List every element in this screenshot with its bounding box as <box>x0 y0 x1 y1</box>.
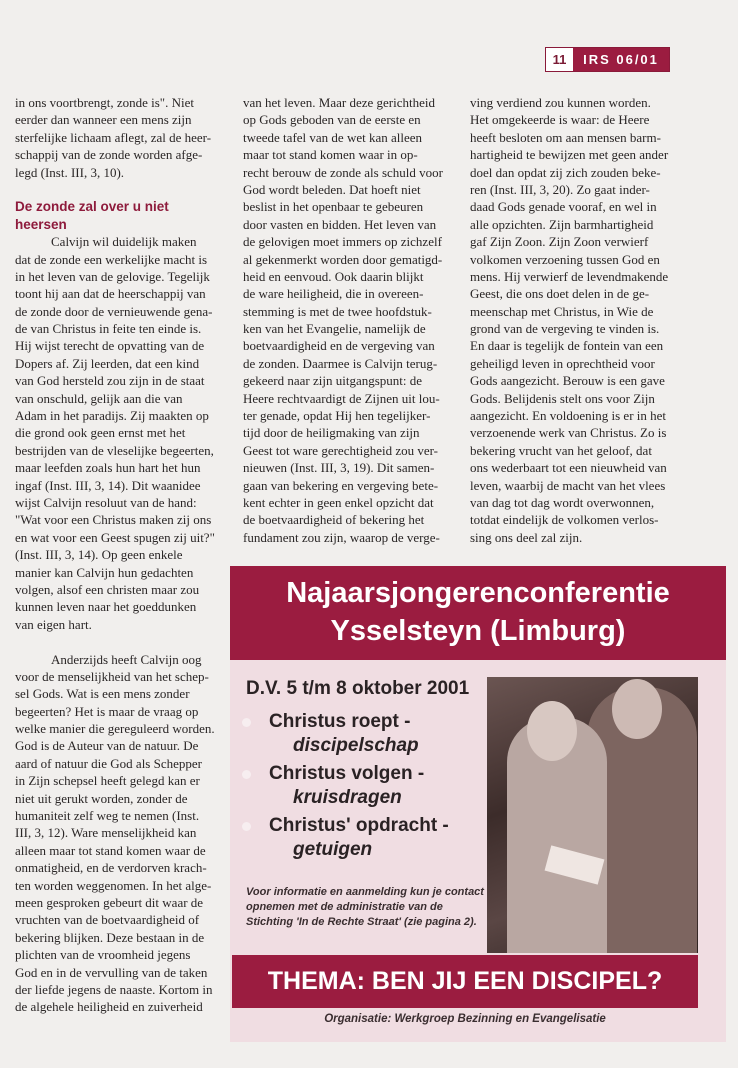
text-line: plichten van de vroomheid jegens <box>15 947 191 963</box>
text-line: alle opzichten. Zijn barmhartigheid <box>470 216 654 232</box>
section-heading: heersen <box>15 216 67 232</box>
text-line: schappij van de zonde worden afge- <box>15 147 203 163</box>
text-line: maar tot stand komen waar in op- <box>243 147 418 163</box>
text-line: grond van de vergeving te vinden is. <box>470 321 660 337</box>
text-line: manier kan Calvijn hun gedachten <box>15 564 194 580</box>
text-line: tweede tafel van de wet kan alleen <box>243 129 423 145</box>
text-line: Geest, die ons doet delen in de ge- <box>470 286 650 302</box>
text-line: God wordt beleden. Dat hoeft niet <box>243 181 421 197</box>
text-line: die grond ook geen ernst met het <box>15 425 186 441</box>
text-line: kent echter in geen enkel opzicht dat <box>243 494 434 510</box>
text-line: Geest tot ware gerechtigheid zou ver- <box>243 442 439 458</box>
bullet-icon <box>242 822 251 831</box>
text-line: God en in de vervulling van de taken <box>15 964 208 980</box>
page-number: 11 <box>546 48 573 71</box>
text-line: recht berouw de zonde als schuld voor <box>243 164 443 180</box>
text-line: van God hersteld zou zijn in de staat <box>15 373 205 389</box>
text-column-2 <box>243 94 443 546</box>
page-issue-tag <box>545 47 670 72</box>
text-line: geheiligd leven in oprechtheid voor <box>470 355 655 371</box>
text-line: Gods. Belijdenis stelt ons voor Zijn <box>470 390 655 406</box>
bullet-icon <box>242 718 251 727</box>
section-heading: De zonde zal over u niet <box>15 199 169 215</box>
text-line: eerder dan wanneer een mens zijn <box>15 112 192 128</box>
text-line: aard of natuur die God als Schepper <box>15 755 202 771</box>
ad-date: D.V. 5 t/m 8 oktober 2001 <box>246 678 470 699</box>
text-line: ken van het Evangelie, namelijk de <box>243 321 426 337</box>
text-line: stemming is met de twee hoofdstuk- <box>243 303 432 319</box>
text-line: Adam in het paradijs. Zij maakten op <box>15 408 209 424</box>
ad-location: Ysselsteyn (Limburg) <box>330 615 626 647</box>
text-line: beslist in het openbaar te gebeuren <box>243 199 424 215</box>
text-line: de van Christus in feite ten einde is. <box>15 321 202 337</box>
text-line: de zonden. Daarmee is Calvijn terug- <box>243 355 438 371</box>
text-line: meenschap met Christus, in Wie de <box>470 303 654 319</box>
text-line: de gelovigen moet immers op zichzelf <box>243 234 442 250</box>
text-line: in ons voortbrengt, zonde is". Niet <box>15 95 194 110</box>
text-line: Gods aangezicht. Berouw is een gave <box>470 373 665 389</box>
text-line: van eigen hart. <box>15 616 92 632</box>
paragraph-gap <box>15 633 215 650</box>
ad-contact-info: Voor informatie en aanmelding kun je contact opnemen met de administratie van de Stichting 'In de Rechte Straat' (zie pagina 2). <box>246 886 484 928</box>
ad-topic-list <box>242 710 449 866</box>
photo-two-young-men-reading-bible <box>487 677 698 953</box>
text-line: hartigheid te bewijzen met geen ander <box>470 147 669 163</box>
text-line: van het leven. Maar deze gerichtheid <box>243 95 436 110</box>
text-line: fundament zou zijn, waarop de verge- <box>243 529 440 545</box>
text-line: en wat voor een Geest spugen zij uit?" <box>15 529 215 545</box>
text-column-1 <box>15 94 215 1016</box>
text-line: in Zijn schepsel heeft gelegd kan er <box>15 773 200 789</box>
text-line: kunnen leven naar het goeddunken <box>15 599 197 615</box>
text-line: bestrijden van de vleselijke begeerten, <box>15 442 214 458</box>
text-line: de zonde door de vernieuwende gena- <box>15 303 213 319</box>
text-line: door vasten en bidden. Het leven van <box>243 216 437 232</box>
text-line: ter genade, opdat Hij hen tegelijker- <box>243 408 431 424</box>
text-line: van onschuld, gelijk aan die van <box>15 390 183 406</box>
text-line: de boetvaardigheid of bekering het <box>243 512 425 528</box>
text-line: bekering blijken. Deze bestaan in de <box>15 929 205 945</box>
text-line: nieuwen (Inst. III, 3, 19). Dit samen- <box>243 460 435 476</box>
text-line: heid en eenvoud. Ook daarin blijkt <box>243 268 424 284</box>
text-line: (Inst. III, 3, 14). Op geen enkele <box>15 547 183 563</box>
paragraph-gap <box>15 181 215 198</box>
text-line: Calvijn wil duidelijk maken <box>51 234 197 250</box>
text-line: van dag tot dag wordt overwonnen, <box>470 494 655 510</box>
text-line: doel dan opdat zij zich zouden beke- <box>470 164 661 180</box>
text-line: En daar is tegelijk de fontein van een <box>470 338 664 354</box>
text-line: wijst Calvijn resoluut van de hand: <box>15 494 197 510</box>
ad-theme-banner: THEMA: BEN JIJ EEN DISCIPEL? <box>232 955 698 1008</box>
text-line: totdat eindelijk de volkomen verlos- <box>470 512 659 528</box>
text-line: maar leefden zoals hun hart het hun <box>15 460 201 476</box>
ad-organisation: Organisatie: Werkgroep Bezinning en Evangelisatie <box>324 1013 606 1025</box>
text-line: bekering vrucht van het geloof, dat <box>470 442 652 458</box>
text-line: verzoenende werk van Christus. Zo is <box>470 425 667 441</box>
text-line: in het leven van de gelovige. Tegelijk <box>15 268 210 284</box>
text-line: leven, waarbij de macht van het vlees <box>470 477 666 493</box>
text-line: de algehele heiligheid en zuiverheid <box>15 999 203 1015</box>
ad-topic: Christus' opdracht - getuigen <box>242 814 449 862</box>
text-line: volkomen verzoening tussen God en <box>470 251 660 267</box>
text-line: legd (Inst. III, 3, 10). <box>15 164 125 180</box>
bullet-icon <box>242 770 251 779</box>
text-line: mens. Hij verwierf de levendmakende <box>470 268 669 284</box>
ad-title: Najaarsjongerenconferentie <box>286 577 670 609</box>
text-line: III, 3, 12). Ware menselijkheid kan <box>15 825 197 841</box>
text-line: welke manier die gereguleerd worden. <box>15 721 215 737</box>
text-line: Hij wijst terecht de opvatting van de <box>15 338 205 354</box>
text-line: voor de menselijkheid van het schep- <box>15 668 209 684</box>
text-line: al gekenmerkt worden door gematigd- <box>243 251 443 267</box>
text-line: ten worden weggenomen. In het alge- <box>15 877 212 893</box>
text-line: God is de Auteur van de natuur. De <box>15 738 199 754</box>
text-line: begeerten? Het is maar de vraag op <box>15 703 199 719</box>
text-line: boetvaardigheid en de vergeving van <box>243 338 435 354</box>
text-line: sel Gods. Wat is een mens zonder <box>15 686 190 702</box>
text-line: meen gesproken gebeurt dit waar de <box>15 894 204 910</box>
text-line: ingaf (Inst. III, 3, 14). Dit waanidee <box>15 477 201 493</box>
text-line: sing ons deel zal zijn. <box>470 529 583 545</box>
text-line: op Gods geboden van de eerste en <box>243 112 421 128</box>
text-line: "Wat voor een Christus maken zij ons <box>15 512 212 528</box>
text-line: der liefde jegens de naaste. Kortom in <box>15 981 213 997</box>
ad-title-banner <box>230 566 726 660</box>
text-line: aangezicht. En voldoening is er in het <box>470 408 667 424</box>
text-line: gaf Zijn Zoon. Zijn Zoon verwierf <box>470 234 649 250</box>
text-line: niet uit gerukt worden, zonder de <box>15 790 188 806</box>
conference-advertisement <box>230 566 726 1042</box>
text-line: tijd door de heiligmaking van zijn <box>243 425 420 441</box>
text-line: ren (Inst. III, 3, 20). Zo gaat inder- <box>470 181 650 197</box>
text-line: ving verdiend zou kunnen worden. <box>470 95 651 110</box>
ad-topic: Christus roept - discipelschap <box>242 710 449 758</box>
text-line: Het omgekeerde is waar: de Heere <box>470 112 650 128</box>
text-line: gekeerd naar zijn uitgangspunt: de <box>243 373 423 389</box>
text-column-3 <box>470 94 670 546</box>
text-line: alleen maar tot stand komen waar de <box>15 842 206 858</box>
text-line: Heere rechtvaardigt de Zijnen uit lou- <box>243 390 440 406</box>
text-line: onmatigheid, en de verdorven krach- <box>15 860 207 876</box>
issue-label: IRS 06/01 <box>573 48 669 71</box>
text-line: heeft besloten om aan mensen barm- <box>470 129 661 145</box>
text-line: humaniteit zelf weg te nemen (Inst. <box>15 808 200 824</box>
text-line: dat de zonde een werkelijke macht is <box>15 251 208 267</box>
text-line: sterfelijke lichaam aflegt, zal de heer- <box>15 129 212 145</box>
ad-topic: Christus volgen - kruisdragen <box>242 762 449 810</box>
text-line: daad Gods genade vooraf, en wel in <box>470 199 657 215</box>
text-line: toont hij aan dat de heerschappij van <box>15 286 206 302</box>
text-line: vruchten van de boetvaardigheid of <box>15 912 200 928</box>
text-line: gaan van bekering en vergeving bete- <box>243 477 439 493</box>
text-line: volgen, alsof een christen maar zou <box>15 581 200 597</box>
text-line: ons wederbaart tot een nieuwheid van <box>470 460 667 476</box>
text-line: Dopers af. Zij leerden, dat een kind <box>15 355 200 371</box>
text-line: de ware heiligheid, die in overeen- <box>243 286 424 302</box>
text-line: Anderzijds heeft Calvijn oog <box>51 651 202 667</box>
